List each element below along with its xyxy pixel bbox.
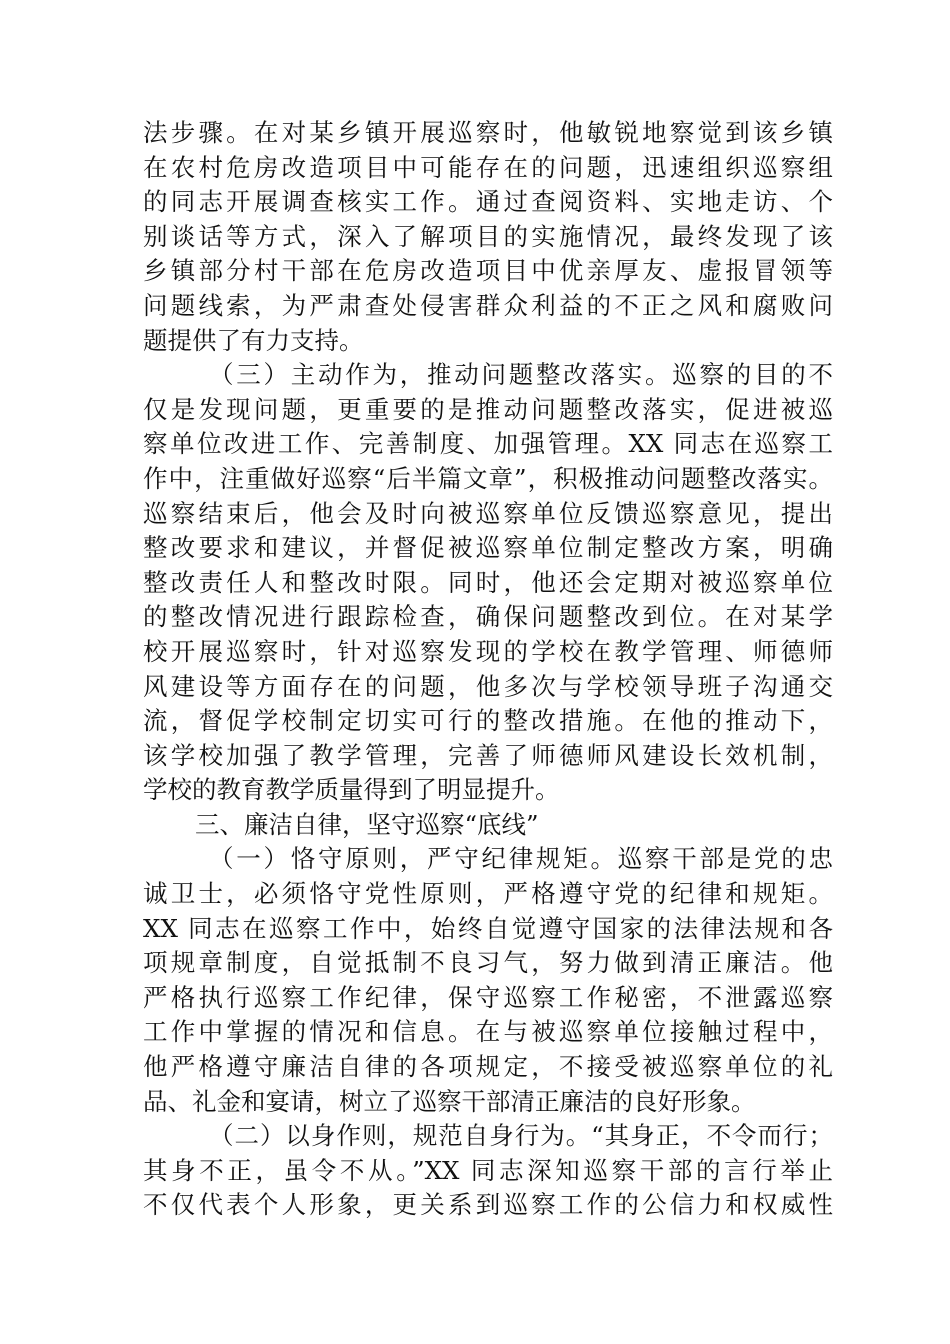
text-line: XX 同志在巡察工作中，始终自觉遵守国家的法律法规和各 — [143, 913, 833, 943]
text-line: 的整改情况进行跟踪检查，确保问题整改到位。在对某学 — [143, 602, 833, 632]
text-line: 法步骤。在对某乡镇开展巡察时，他敏锐地察觉到该乡镇 — [143, 118, 833, 147]
text-line: 工作中掌握的情况和信息。在与被巡察单位接触过程中， — [143, 1017, 833, 1047]
text-line: 不仅代表个人形象，更关系到巡察工作的公信力和权威性 — [143, 1190, 833, 1220]
text-line: 项规章制度，自觉抵制不良习气，努力做到清正廉洁。他 — [143, 948, 833, 978]
paragraph-start-line: （一）恪守原则，严守纪律规矩。巡察干部是党的忠 — [209, 844, 833, 874]
text-line: 他严格遵守廉洁自律的各项规定，不接受被巡察单位的礼 — [143, 1052, 833, 1082]
text-line: 察单位改进工作、完善制度、加强管理。XX 同志在巡察工 — [143, 429, 833, 459]
paragraph-start-line: （二）以身作则，规范自身行为。“其身正，不令而行； — [209, 1121, 833, 1151]
text-line: 整改责任人和整改时限。同时，他还会定期对被巡察单位 — [143, 567, 833, 597]
text-line: 校开展巡察时，针对巡察发现的学校在教学管理、师德师 — [143, 636, 833, 666]
text-line: 在农村危房改造项目中可能存在的问题，迅速组织巡察组 — [143, 152, 833, 182]
text-line: 问题线索，为严肃查处侵害群众利益的不正之风和腐败问 — [143, 290, 833, 320]
document-body — [143, 116, 833, 1223]
text-line: 作中，注重做好巡察“后半篇文章”，积极推动问题整改落实。 — [143, 463, 833, 493]
text-line: 整改要求和建议，并督促被巡察单位制定整改方案，明确 — [143, 533, 833, 563]
text-line: 学校的教育教学质量得到了明显提升。 — [143, 775, 560, 805]
text-line: 的同志开展调查核实工作。通过查阅资料、实地走访、个 — [143, 187, 833, 217]
text-line: 题提供了有力支持。 — [143, 325, 364, 355]
text-line: 别谈话等方式，深入了解项目的实施情况，最终发现了该 — [143, 221, 833, 251]
text-line: 严格执行巡察工作纪律，保守巡察工作秘密，不泄露巡察 — [143, 982, 833, 1012]
paragraph-start-line: （三）主动作为，推动问题整改落实。巡察的目的不 — [209, 360, 833, 390]
text-line: 流，督促学校制定切实可行的整改措施。在他的推动下， — [143, 706, 833, 736]
text-line: 品、礼金和宴请，树立了巡察干部清正廉洁的良好形象。 — [143, 1086, 756, 1116]
text-line: 风建设等方面存在的问题，他多次与学校领导班子沟通交 — [143, 671, 833, 701]
text-line: 该学校加强了教学管理，完善了师德师风建设长效机制， — [143, 740, 833, 770]
text-line: 诚卫士，必须恪守党性原则，严格遵守党的纪律和规矩。 — [143, 879, 833, 909]
text-line: 乡镇部分村干部在危房改造项目中优亲厚友、虚报冒领等 — [143, 256, 833, 286]
text-line: 巡察结束后，他会及时向被巡察单位反馈巡察意见，提出 — [143, 498, 833, 528]
text-line: 其身不正，虽令不从。”XX 同志深知巡察干部的言行举止 — [143, 1155, 833, 1185]
section-heading: 三、廉洁自律，坚守巡察“底线” — [195, 809, 539, 839]
text-line: 仅是发现问题，更重要的是推动问题整改落实，促进被巡 — [143, 394, 833, 424]
